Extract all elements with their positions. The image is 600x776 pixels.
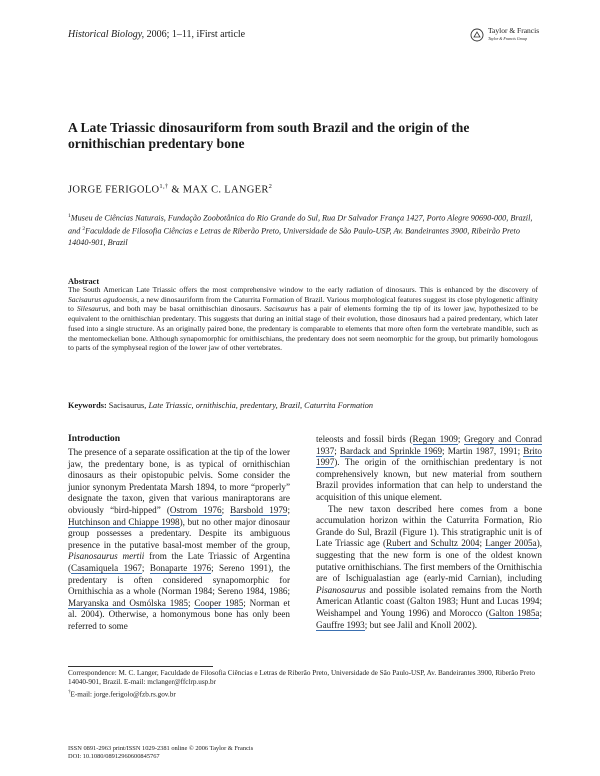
keyword-first: Sacisaurus, xyxy=(108,401,149,410)
body-text: ; xyxy=(457,434,465,444)
citation-link[interactable]: Gregory and Conrad 1937 xyxy=(316,434,542,456)
abstract-text: , a new dinosauriform from the Caturrita Formation of Brazil. Various morphological features suggest its close phylogenetic affinity to xyxy=(68,294,538,314)
body-text: from the Late Triassic of Argentina ( xyxy=(68,551,290,573)
body-text: ; xyxy=(539,607,542,618)
publisher-subtitle: Taylor & Francis Group xyxy=(488,36,528,41)
abstract-text: has a pair of elements forming the tip of its lower jaw, hypothesized to be equivalent to the ornithischian predentary. This suggests that during an initial stage of their evolution, those dinosaurs had a paired predentary, which later fused into a single structure. As an originally paired bone, the predentary is comparable to elements that more often form the vertebrate mandible, such as the mentomeckelian bone. Although synapomorphic for ornithischians, the predentary does not seem neomorphic for the group, but primarily homologous to parts of the symphyseal region of the lower jaw of other vertebrates. xyxy=(68,304,538,353)
citation-link[interactable]: Barsbold 1979 xyxy=(230,504,288,515)
body-text: ), suggesting that the new form is one of the oldest known putative ornithischians. The first members of the Ornithischia are of Ischigualastian age (early-mid Carnian), including xyxy=(316,538,543,584)
abstract-heading: Abstract xyxy=(68,277,100,286)
email-note xyxy=(68,688,540,700)
paragraph xyxy=(316,504,542,632)
citation-link[interactable]: Bonaparte 1976 xyxy=(149,562,212,573)
citation-link[interactable]: Brito 1997 xyxy=(316,445,542,468)
body-text: ; xyxy=(479,538,486,549)
citation-link[interactable]: Langer 2005a xyxy=(485,538,537,549)
article-title: A Late Triassic dinosauriform from south Brazil and the origin of the ornithischian predentary bone xyxy=(68,120,470,151)
publisher-emblem-icon xyxy=(470,28,484,42)
author-2-sup: 2 xyxy=(268,183,273,190)
intro-column-right xyxy=(316,434,542,631)
citation-link[interactable]: Casamiquela 1967 xyxy=(71,562,142,573)
citation-link[interactable]: Gauffre 1993 xyxy=(316,619,365,630)
body-text: The presence of a separate ossification at the tip of the lower jaw, the predentary bone, is as typical of ornithischian dinosaurs as their opistopubic pelvis. Some consider the junior synonym Predentata Marsh 1894, to more “properly” designate the taxon, given that various maniraptorans are obviously “bird-hipped” ( xyxy=(68,447,290,515)
journal-pages: 1–11, iFirst article xyxy=(171,29,246,40)
keywords xyxy=(68,401,538,410)
author-2: & MAX C. LANGER xyxy=(168,184,269,196)
affiliation-1: Museu de Ciências Naturais, Fundação Zoobotânica do Rio Grande do Sul, Rua Dr Salvador França 1427, Porto Alegre 90690-000, Brazil, and xyxy=(68,213,533,236)
body-text: ; Sereno 1991), the predentary is often considered synapomorphic for Ornithischia as a whole (Norman 1984; Sereno 1984, 1986; xyxy=(68,562,290,597)
paragraph xyxy=(316,434,542,504)
journal-year: 2006; xyxy=(146,29,170,40)
citation-link[interactable]: Bardack and Sprinkle 1969 xyxy=(339,445,443,456)
journal-header xyxy=(68,29,245,40)
body-text: ; xyxy=(141,562,150,573)
body-text: ; xyxy=(334,445,340,456)
affiliations xyxy=(68,211,538,249)
species-name: Pisanosaurus xyxy=(316,584,366,595)
citation-link[interactable]: Regan 1909 xyxy=(412,434,458,444)
species-name: Pisanosaurus mertii xyxy=(68,551,145,562)
author-1-sup: 1,† xyxy=(159,183,169,190)
citation-link[interactable]: Galton 1985a xyxy=(488,607,540,618)
affiliation-2-sup: 2 xyxy=(82,226,86,233)
abstract-text: , and both may be basal ornithischian dinosaurs. xyxy=(108,304,265,314)
abstract-body xyxy=(68,285,538,353)
affiliation-2: Faculdade de Filosofia Ciências e Letras de Riberão Preto, Universidade de São Paulo-USP, Av. Bandeirantes 3900, Ribeirão Preto 14040-901, Brazil xyxy=(68,226,520,248)
body-text: The new taxon described here comes from a bone accumulation horizon within the Caturrita Formation, Rio Grande do Sul, Brazil (Figure 1). This stratigraphic unit is of Late Triassic age ( xyxy=(316,503,542,549)
publisher-name: Taylor & Francis xyxy=(488,26,540,35)
species-name: Silesaurus xyxy=(76,304,109,314)
affiliation-1-sup: 1 xyxy=(68,213,71,219)
footnote-divider xyxy=(68,666,213,667)
species-name: Sacisaurus xyxy=(264,304,298,314)
citation-link[interactable]: Maryanska and Osmólska 1985 xyxy=(68,597,188,608)
citation-link[interactable]: Cooper 1985 xyxy=(194,597,244,608)
keywords-label: Keywords: xyxy=(68,401,107,410)
body-text: teleosts and fossil birds ( xyxy=(316,434,413,444)
body-text: ; Norman et al. 2004). Otherwise, a homonymous bone has only been referred to some xyxy=(68,597,290,631)
journal-name: Historical Biology, xyxy=(68,29,145,40)
species-name: Sacisaurus agudoensis xyxy=(68,294,138,304)
email-note-text: E-mail: jorge.ferigolo@fzb.rs.gov.br xyxy=(70,690,176,699)
footnotes xyxy=(68,669,540,700)
author-1: JORGE FERIGOLO xyxy=(68,184,160,196)
body-text: ; Martin 1987, 1991; xyxy=(442,445,524,456)
author-line xyxy=(68,183,272,196)
body-text: and possible isolated remains from the North American Atlantic coast (Galton 1983; Hunt and Lucas 1994; Weishampel and Young 1996) and Morocco ( xyxy=(316,584,542,618)
publisher-logo xyxy=(470,27,539,43)
body-text: ). The origin of the ornithischian predentary is not comprehensively known, but new material from southern Brazil provides information that can help to understand the acquisition of this unique element. xyxy=(316,457,542,502)
body-text: ), but no other major dinosaur group possesses a predentary. Despite its ambiguous presence in the putative basal-most member of the group, xyxy=(68,516,290,550)
body-text: ; xyxy=(187,597,195,608)
keyword-list: Late Triassic, ornithischia, predentary, Brazil, Caturrita Formation xyxy=(148,401,374,410)
body-text: ; xyxy=(287,504,290,515)
issn-line: ISSN 0891-2963 print/ISSN 1029-2381 online © 2006 Taylor & Francis xyxy=(68,745,254,752)
correspondence-note: Correspondence: M. C. Langer, Faculdade de Filosofia Ciências e Letras de Riberão Preto, Universidade de São Paulo-USP, Av. Bandeirantes 3900, Riberão Preto 14040-901, Brazil. E-mail: mclanger@ffclrp.usp.br xyxy=(68,669,535,687)
email-note-sup: † xyxy=(68,689,71,695)
doi-line: DOI: 10.1080/08912960600845767 xyxy=(68,753,160,761)
citation-link[interactable]: Hutchinson and Chiappe 1998 xyxy=(68,516,180,527)
issn-block xyxy=(68,745,253,761)
section-heading-introduction: Introduction xyxy=(68,433,121,444)
citation-link[interactable]: Rubert and Schultz 2004 xyxy=(386,538,480,549)
body-text: ; but see Jalil and Knoll 2002). xyxy=(364,619,478,630)
abstract-text: The South American Late Triassic offers the most comprehensive window to the early radiation of dinosaurs. This is enhanced by the discovery of xyxy=(68,285,538,294)
citation-link[interactable]: Ostrom 1976 xyxy=(169,504,222,515)
body-text: ; xyxy=(221,504,231,515)
intro-column-left xyxy=(68,447,290,633)
